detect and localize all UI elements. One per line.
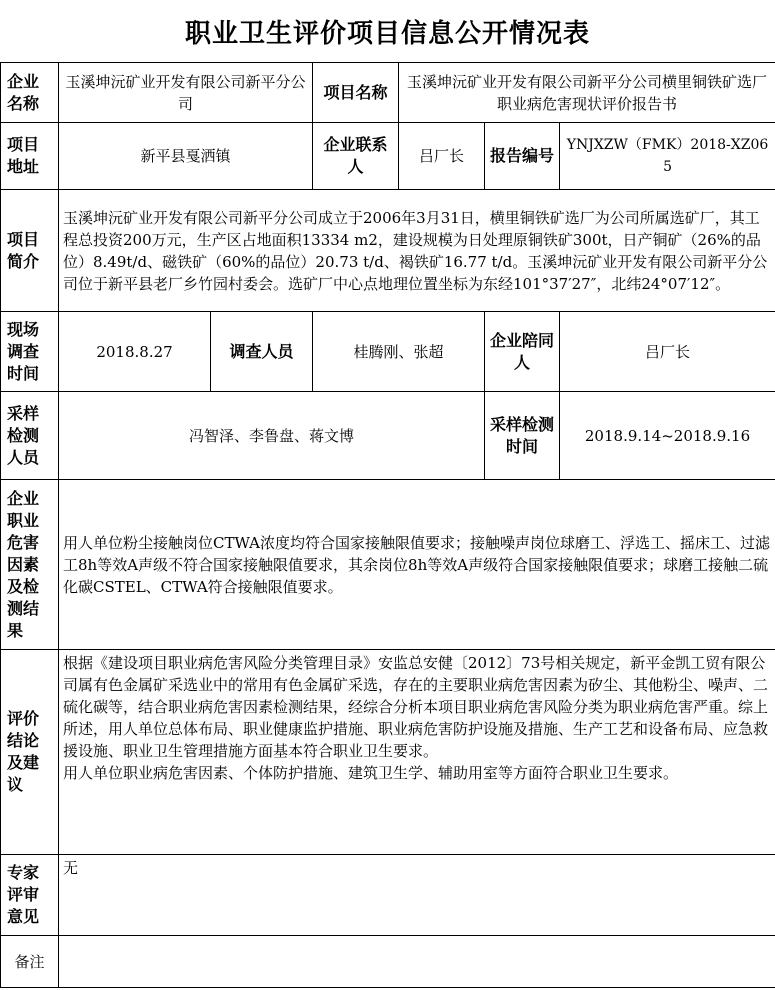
project-address-value: 新平县戛洒镇: [59, 123, 313, 190]
project-address-label: 项目地址: [1, 123, 59, 190]
evaluation-label: 评价结论及建议: [1, 650, 59, 855]
remark-value: [59, 936, 775, 988]
expert-opinion-value: 无: [59, 855, 775, 936]
expert-opinion-label: 专家评审意见: [1, 855, 59, 936]
remark-label: 备注: [1, 936, 59, 988]
sampling-staff-label: 采样检测人员: [1, 392, 59, 480]
sampling-staff-value: 冯智泽、李鲁盘、蒋文博: [59, 392, 485, 480]
hazard-results-label: 企业职业危害因素及检测结果: [1, 480, 59, 650]
sampling-time-label: 采样检测时间: [485, 392, 560, 480]
evaluation-paragraph-2: 用人单位职业病危害因素、个体防护措施、建筑卫生学、辅助用室等方面符合职业卫生要求。: [63, 764, 679, 782]
row-hazard: [1, 480, 775, 650]
evaluation-value: [59, 650, 775, 855]
survey-time-value: 2018.8.27: [59, 312, 211, 392]
project-name-label: 项目名称: [313, 63, 399, 123]
survey-staff-value: 桂腾刚、张超: [313, 312, 485, 392]
contact-value: 吕厂长: [399, 123, 485, 190]
evaluation-paragraph-1: 根据《建设项目职业病危害风险分类管理目录》安监总安健〔2012〕73号相关规定，新平金凯工贸有限公司属有色金属矿采选业中的常用有色金属矿采选，存在的主要职业病危害因素为矽尘、其他粉尘、噪声、二硫化碳等，结合职业病危害因素检测结果，经综合分析本项目职业病危害风险分类为职业病危害严重。综上所述，用人单位总体布局、职业健康监护措施、职业病危害防护设施及措施、生产工艺和设备布局、应急救援设施、职业卫生管理措施方面基本符合职业卫生要求。: [63, 654, 769, 760]
report-number-label: 报告编号: [485, 123, 560, 190]
row-evaluation: [1, 650, 775, 855]
row-survey: [1, 312, 775, 392]
hazard-results-value: 用人单位粉尘接触岗位CTWA浓度均符合国家接触限值要求；接触噪声岗位球磨工、浮选工、摇床工、过滤工8h等效A声级不符合国家接触限值要求，其余岗位8h等效A声级符合国家接触限值要求；球磨工接触二硫化碳CSTEL、CTWA符合接触限值要求。: [59, 480, 775, 650]
contact-label: 企业联系人: [313, 123, 399, 190]
company-name-value: 玉溪坤沅矿业开发有限公司新平分公司: [59, 63, 313, 123]
row-address: [1, 123, 775, 190]
row-sampling: [1, 392, 775, 480]
report-number-value: YNJXZW（FMK）2018-XZ065: [560, 123, 775, 190]
company-name-label: 企业名称: [1, 63, 59, 123]
row-intro: [1, 190, 775, 312]
escort-label: 企业陪同人: [485, 312, 560, 392]
document-title: 职业卫生评价项目信息公开情况表: [184, 18, 590, 49]
project-intro-label: 项目简介: [1, 190, 59, 312]
project-name-value: 玉溪坤沅矿业开发有限公司新平分公司横里铜铁矿选厂职业病危害现状评价报告书: [399, 63, 775, 123]
info-table: [0, 62, 775, 988]
survey-staff-label: 调查人员: [211, 312, 313, 392]
escort-value: 吕厂长: [560, 312, 775, 392]
project-intro-value: 玉溪坤沅矿业开发有限公司新平分公司成立于2006年3月31日，横里铜铁矿选厂为公司所属选矿厂，其工程总投资200万元，生产区占地面积13334 m2，建设规模为日处理原铜铁矿300t，日产铜矿（26%的品位）8.49t/d、磁铁矿（60%的品位）20.73 t/d、褐铁矿16.77 t/d。玉溪坤沅矿业开发有限公司新平分公司位于新平县老厂乡竹园村委会。选矿厂中心点地理位置坐标为东经101°37′27″，北纬24°07′12″。: [59, 190, 775, 312]
row-expert: [1, 855, 775, 936]
row-remark: [1, 936, 775, 988]
row-company: [1, 63, 775, 123]
survey-time-label: 现场调查时间: [1, 312, 59, 392]
sampling-time-value: 2018.9.14~2018.9.16: [560, 392, 775, 480]
